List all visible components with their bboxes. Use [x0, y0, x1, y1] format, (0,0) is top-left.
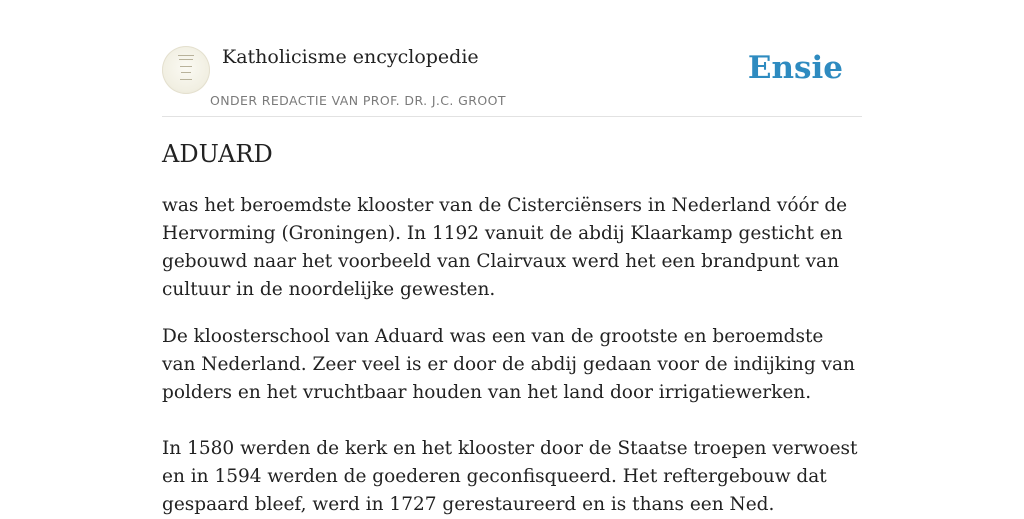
ensie-logo[interactable]: Ensie	[747, 50, 843, 86]
article-paragraph: In 1580 werden de kerk en het klooster door de Staatse troepen verwoest en in 1594 werden de goederen geconfisqueerd. Het reftergebouw dat gespaard bleef, werd in 1727 gerestaureerd en is thans een Ned.	[162, 438, 858, 515]
site-title[interactable]: Katholicisme encyclopedie	[222, 46, 479, 68]
article-paragraph: De kloosterschool van Aduard was een van de grootste en beroemdste van Nederland. Zeer veel is er door de abdij gedaan voor de indijking van polders en het vruchtbaar houden van het land door irrigatiewerken.	[162, 326, 855, 403]
site-subtitle: ONDER REDACTIE VAN PROF. DR. J.C. GROOT	[210, 93, 506, 108]
book-cover-icon[interactable]	[162, 46, 210, 94]
header	[162, 0, 862, 117]
article-paragraph: was het beroemdste klooster van de Cisterciënsers in Nederland vóór de Hervorming (Groningen). In 1192 vanuit de abdij Klaarkamp gesticht en gebouwd naar het voorbeeld van Clairvaux werd het een brandpunt van cultuur in de noordelijke gewesten.	[162, 195, 848, 300]
page	[162, 0, 862, 515]
entry-title: ADUARD	[162, 140, 273, 168]
